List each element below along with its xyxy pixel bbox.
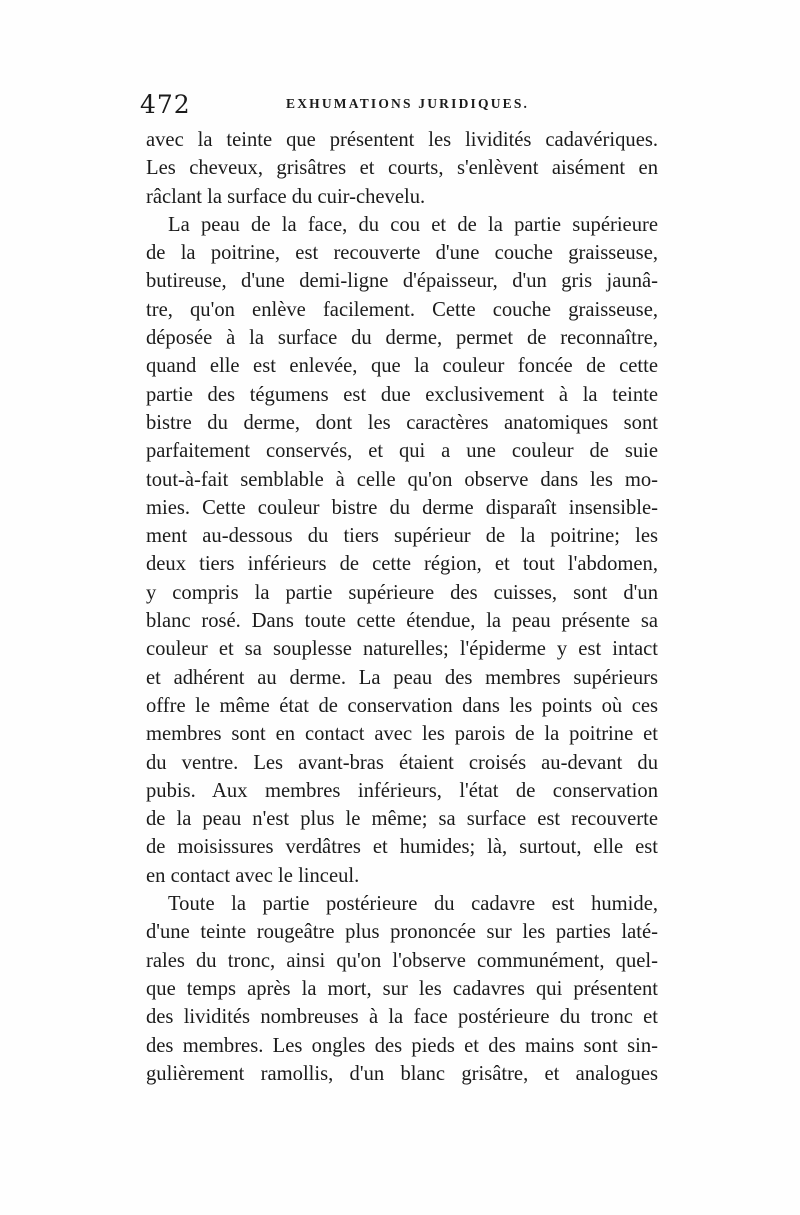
page-header: [140, 90, 660, 124]
text-line: deux tiers inférieurs de cette région, et tout l'abdomen,: [146, 553, 658, 576]
text-line: avec la teinte que présentent les lividités cadavériques.: [146, 129, 658, 151]
page-number: 472: [140, 90, 191, 119]
text-line: déposée à la surface du derme, permet de reconnaître,: [146, 327, 658, 350]
text-line: de la peau n'est plus le même; sa surface est recouverte: [146, 808, 658, 831]
text-line: d'une teinte rougeâtre plus prononcée sur les parties laté-: [146, 921, 658, 944]
text-line: tout-à-fait semblable à celle qu'on observe dans les mo-: [146, 468, 658, 491]
paragraph-end-line: en contact avec le linceul.: [146, 864, 360, 887]
text-line: mies. Cette couleur bistre du derme disparaît insensible-: [146, 496, 658, 519]
paragraph-start-line: Toute la partie postérieure du cadavre est humide,: [168, 893, 658, 916]
text-line: des lividités nombreuses à la face postérieure du tronc et: [146, 1006, 658, 1029]
text-line: et adhérent au derme. La peau des membres supérieurs: [146, 666, 658, 689]
text-line: quand elle est enlevée, que la couleur foncée de cette: [146, 355, 658, 378]
paragraph-start-line: La peau de la face, du cou et de la partie supérieure: [168, 213, 658, 236]
running-title: EXHUMATIONS JURIDIQUES.: [286, 96, 530, 111]
text-line: du ventre. Les avant-bras étaient croisés au-devant du: [146, 751, 658, 774]
text-line: que temps après la mort, sur les cadavres qui présentent: [146, 977, 658, 1000]
body-text: [146, 126, 658, 1088]
text-line: partie des tégumens est due exclusivement à la teinte: [146, 383, 658, 406]
text-line: rales du tronc, ainsi qu'on l'observe communément, quel-: [146, 949, 658, 972]
text-line: membres sont en contact avec les parois de la poitrine et: [146, 723, 658, 746]
text-line: parfaitement conservés, et qui a une couleur de suie: [146, 440, 658, 463]
text-line: bistre du derme, dont les caractères anatomiques sont: [146, 411, 658, 434]
text-line: Les cheveux, grisâtres et courts, s'enlèvent aisément en: [146, 157, 658, 180]
text-line: des membres. Les ongles des pieds et des mains sont sin-: [146, 1034, 658, 1057]
text-line: ment au-dessous du tiers supérieur de la poitrine; les: [146, 525, 658, 548]
text-line: butireuse, d'une demi-ligne d'épaisseur, d'un gris jaunâ-: [146, 270, 658, 293]
text-line: blanc rosé. Dans toute cette étendue, la peau présente sa: [146, 610, 658, 633]
paragraph-end-line: râclant la surface du cuir-chevelu.: [146, 185, 426, 208]
text-line: de moisissures verdâtres et humides; là, surtout, elle est: [146, 836, 658, 859]
text-line: pubis. Aux membres inférieurs, l'état de conservation: [146, 779, 658, 802]
text-line: gulièrement ramollis, d'un blanc grisâtre, et analogues: [146, 1062, 658, 1085]
text-line: y compris la partie supérieure des cuisses, sont d'un: [146, 581, 658, 604]
text-line: tre, qu'on enlève facilement. Cette couche graisseuse,: [146, 298, 658, 321]
text-line: de la poitrine, est recouverte d'une couche graisseuse,: [146, 242, 658, 265]
text-line: offre le même état de conservation dans les points où ces: [146, 694, 658, 717]
text-line: couleur et sa souplesse naturelles; l'épiderme y est intact: [146, 638, 658, 661]
